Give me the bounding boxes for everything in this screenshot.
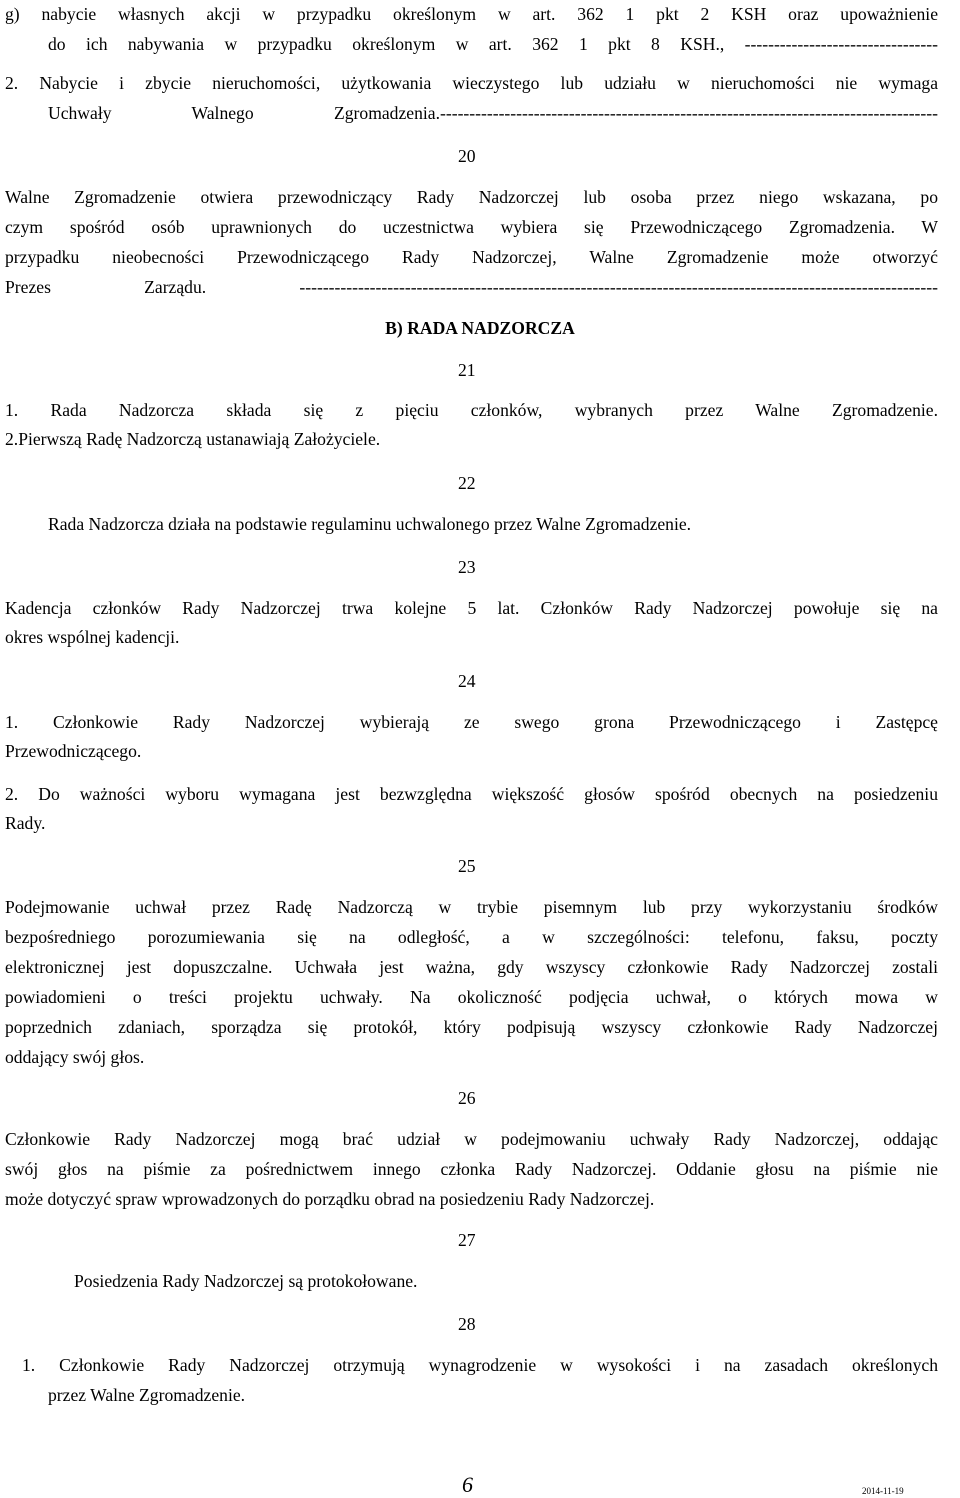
s23-line2: okres wspólnej kadencji. (5, 627, 180, 647)
page-number: 6 (462, 1472, 473, 1497)
s24-line2: Przewodniczącego. (5, 741, 142, 761)
s25-line4: powiadomieni o treści projektu uchwały. Na okoliczność podjęcia uchwał, o których mowa w (5, 987, 938, 1007)
s24-line4: Rady. (5, 813, 46, 833)
s28-line2: przez Walne Zgromadzenie. (48, 1385, 246, 1405)
s25-line6: oddający swój głos. (5, 1047, 145, 1067)
s21-line2: 2.Pierwszą Radę Nadzorczą ustanawiają Założyciele. (5, 429, 381, 449)
item-g-line2: do ich nabywania w przypadku określonym w art. 362 1 pkt 8 KSH., --------------------------------- (48, 34, 938, 54)
s24-line3: 2. Do ważności wyboru wymagana jest bezwzględna większość głosów spośród obecnych na posiedzeniu (5, 784, 938, 804)
paragraph-heading-25: 25 (458, 856, 476, 876)
paragraph-heading-27: 27 (458, 1230, 476, 1250)
s20-line1: Walne Zgromadzenie otwiera przewodniczący Rady Nadzorczej lub osoba przez niego wskazana, po (5, 187, 938, 207)
paragraph-heading-23: 23 (458, 557, 476, 577)
s22-line1: Rada Nadzorcza działa na podstawie regulaminu uchwalonego przez Walne Zgromadzenie. (48, 514, 692, 534)
s21-line1: 1. Rada Nadzorcza składa się z pięciu członków, wybranych przez Walne Zgromadzenie. (5, 400, 938, 420)
s26-line2: swój głos na piśmie za pośrednictwem innego członka Rady Nadzorczej. Oddanie głosu na piśmie nie (5, 1159, 938, 1179)
footer-date: 2014-11-19 (862, 1486, 904, 1496)
paragraph-heading-26: 26 (458, 1088, 476, 1108)
paragraph-heading-21: 21 (458, 360, 476, 380)
s26-line3: może dotyczyć spraw wprowadzonych do porządku obrad na posiedzeniu Rady Nadzorczej. (5, 1189, 655, 1209)
s26-line1: Członkowie Rady Nadzorczej mogą brać udział w podejmowaniu uchwały Rady Nadzorczej, oddając (5, 1129, 938, 1149)
paragraph-heading-24: 24 (458, 671, 476, 691)
item-g-line1: g) nabycie własnych akcji w przypadku określonym w art. 362 1 pkt 2 KSH oraz upoważnienie (5, 4, 938, 24)
s20-line3: przypadku nieobecności Przewodniczącego Rady Nadzorczej, Walne Zgromadzenie może otworzyć (5, 247, 938, 267)
paragraph-heading-28: 28 (458, 1314, 476, 1334)
s25-line5: poprzednich zdaniach, sporządza się protokół, który podpisują wszyscy członkowie Rady Nadzorczej (5, 1017, 938, 1037)
section-title: B) RADA NADZORCZA (385, 318, 575, 338)
s20-line4: Prezes Zarządu. ------------------------------------------------------------------------------------------------------------- (5, 277, 938, 297)
paragraph-heading-20: 20 (458, 146, 476, 166)
s23-line1: Kadencja członków Rady Nadzorczej trwa kolejne 5 lat. Członków Rady Nadzorczej powołuje się na (5, 598, 938, 618)
s28-line1: 1. Członkowie Rady Nadzorczej otrzymują wynagrodzenie w wysokości i na zasadach określonych (22, 1355, 938, 1375)
s25-line3: elektronicznej jest dopuszczalne. Uchwała jest ważna, gdy wszyscy członkowie Rady Nadzorczej zostali (5, 957, 938, 977)
item-2-line1: 2. Nabycie i zbycie nieruchomości, użytkowania wieczystego lub udziału w nieruchomości nie wymaga (5, 73, 938, 93)
s20-line2: czym spośród osób uprawnionych do uczestnictwa wybiera się Przewodniczącego Zgromadzenia. W (5, 217, 938, 237)
s25-line2: bezpośredniego porozumiewania się na odległość, a w szczególności: telefonu, faksu, poczty (5, 927, 938, 947)
s24-line1: 1. Członkowie Rady Nadzorczej wybierają ze swego grona Przewodniczącego i Zastępcę (5, 712, 938, 732)
item-2-line2: Uchwały Walnego Zgromadzenia.------------------------------------------------------------------------------------- (48, 103, 938, 123)
s27-line1: Posiedzenia Rady Nadzorczej są protokołowane. (74, 1271, 418, 1291)
s25-line1: Podejmowanie uchwał przez Radę Nadzorczą w trybie pisemnym lub przy wykorzystaniu środków (5, 897, 938, 917)
paragraph-heading-22: 22 (458, 473, 476, 493)
